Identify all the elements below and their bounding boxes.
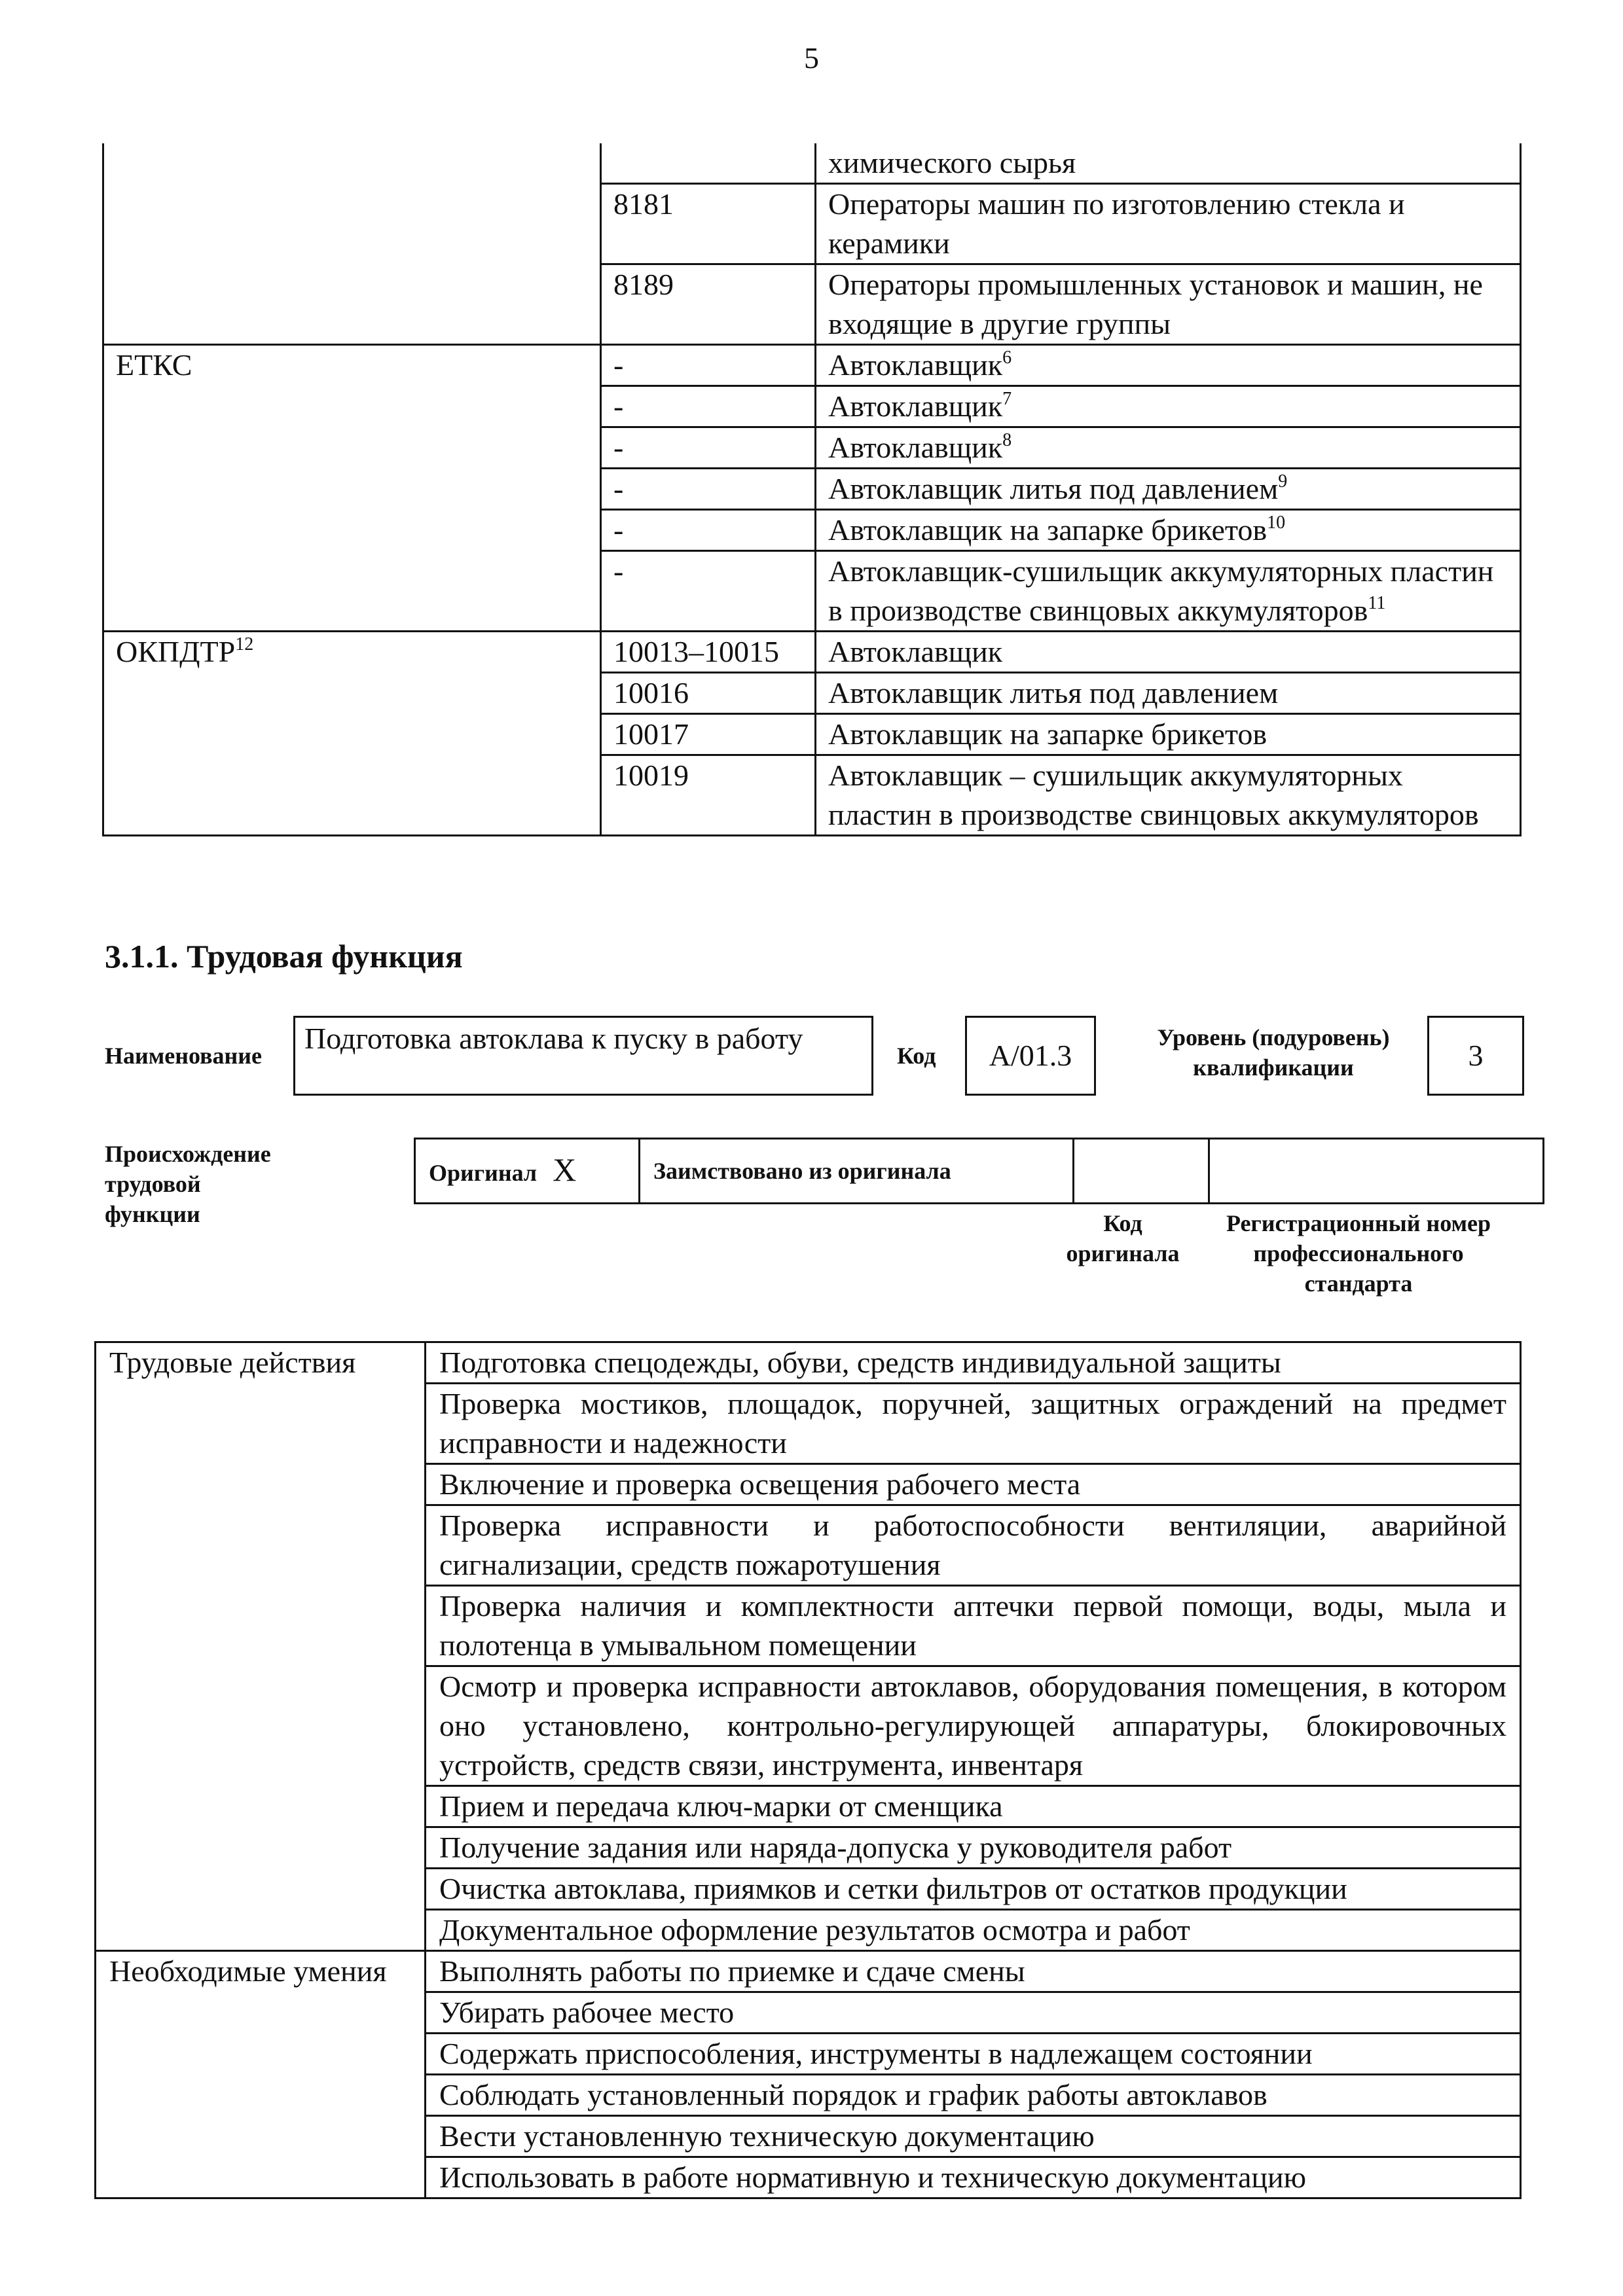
code-value: 10016 <box>613 676 689 709</box>
footnote-ref: 12 <box>235 634 254 655</box>
title-value: Автоклавщик <box>828 431 1003 464</box>
title-cell <box>816 143 1521 184</box>
code-value: 8181 <box>613 187 674 221</box>
requirement-row <box>96 1342 1521 1384</box>
level-field: 3 <box>1427 1016 1524 1096</box>
requirement-item: Содержать приспособления, инструменты в надлежащем состоянии <box>426 2034 1521 2075</box>
requirement-item: Проверка исправности и работоспособности вентиляции, аварийной сигнализации, средств пожаротушения <box>426 1505 1521 1586</box>
title-cell <box>816 469 1521 510</box>
requirement-item: Подготовка спецодежды, обуви, средств индивидуальной защиты <box>426 1342 1521 1384</box>
title-value: Автоклавщик-сушильщик аккумуляторных пластин в производстве свинцовых аккумуляторов <box>828 554 1494 627</box>
footnote-ref: 10 <box>1267 512 1286 533</box>
requirement-item: Использовать в работе нормативную и техническую документацию <box>426 2157 1521 2198</box>
title-value: химического сырья <box>828 146 1076 179</box>
code-cell <box>601 427 816 469</box>
title-cell <box>816 386 1521 427</box>
footnote-ref: 8 <box>1002 430 1012 450</box>
name-label: Наименование <box>105 1043 262 1069</box>
footnote-ref: 9 <box>1278 471 1288 492</box>
title-value: Автоклавщик литья под давлением <box>828 472 1279 505</box>
actions-label: Трудовые действия <box>96 1342 426 1951</box>
code-cell <box>601 386 816 427</box>
requirement-item: Проверка наличия и комплектности аптечки первой помощи, воды, мыла и полотенца в умывальном помещении <box>426 1586 1521 1666</box>
original-cell <box>415 1139 640 1204</box>
classification-row <box>103 143 1521 184</box>
reg-number-cell <box>1209 1139 1544 1204</box>
title-cell <box>816 345 1521 386</box>
origin-table <box>414 1138 1544 1204</box>
title-cell <box>816 714 1521 755</box>
group-name: ОКПДТР <box>116 635 236 668</box>
title-value: Автоклавщик <box>828 348 1003 382</box>
skills-label: Необходимые умения <box>96 1951 426 2198</box>
title-value: Автоклавщик на запарке брикетов <box>828 717 1267 751</box>
code-cell <box>601 345 816 386</box>
classification-table <box>102 143 1522 836</box>
section-heading: 3.1.1. Трудовая функция <box>105 938 463 975</box>
code-value: - <box>613 348 624 382</box>
requirement-item: Проверка мостиков, площадок, поручней, защитных ограждений на предмет исправности и надежности <box>426 1384 1521 1464</box>
requirement-item: Осмотр и проверка исправности автоклавов, оборудования помещения, в котором оно установлено, контрольно-регулирующей аппаратуры, блокировочных устройств, средств связи, инструмента, инвентаря <box>426 1666 1521 1786</box>
classification-row <box>103 632 1521 673</box>
group-cell <box>103 143 601 345</box>
origin-label: Происхождение трудовой функции <box>105 1141 271 1227</box>
title-value: Операторы машин по изготовлению стекла и керамики <box>828 187 1405 260</box>
requirement-row <box>96 1951 1521 1992</box>
group-cell <box>103 632 601 836</box>
code-cell <box>601 184 816 264</box>
code-value: 10017 <box>613 717 689 751</box>
requirement-item: Прием и передача ключ-марки от сменщика <box>426 1786 1521 1827</box>
footnote-ref: 7 <box>1002 389 1012 409</box>
code-cell <box>601 143 816 184</box>
requirement-item: Выполнять работы по приемке и сдаче смены <box>426 1951 1521 1992</box>
classification-row <box>103 345 1521 386</box>
code-value: - <box>613 431 624 464</box>
title-value: Автоклавщик литья под давлением <box>828 676 1279 709</box>
title-value: Операторы промышленных установок и машин, не входящие в другие группы <box>828 268 1483 340</box>
title-value: Автоклавщик – сушильщик аккумуляторных пластин в производстве свинцовых аккумуляторов <box>828 759 1479 831</box>
code-cell <box>601 510 816 551</box>
title-cell <box>816 427 1521 469</box>
requirement-item: Вести установленную техническую документацию <box>426 2116 1521 2157</box>
group-cell <box>103 345 601 632</box>
function-code-field: А/01.3 <box>965 1016 1096 1096</box>
code-cell <box>601 714 816 755</box>
title-cell <box>816 510 1521 551</box>
title-value: Автоклавщик на запарке брикетов <box>828 513 1267 547</box>
requirements-table <box>94 1341 1522 2199</box>
requirement-item: Документальное оформление результатов осмотра и работ <box>426 1910 1521 1951</box>
code-value: 8189 <box>613 268 674 301</box>
title-cell <box>816 673 1521 714</box>
code-value: - <box>613 389 624 423</box>
group-name: ЕТКС <box>116 348 192 382</box>
original-mark: X <box>553 1151 577 1188</box>
title-cell <box>816 184 1521 264</box>
code-value: 10019 <box>613 759 689 792</box>
original-code-cell <box>1074 1139 1209 1204</box>
page-number: 5 <box>804 41 819 75</box>
code-cell <box>601 673 816 714</box>
function-name-field: Подготовка автоклава к пуску в работу <box>293 1016 873 1096</box>
title-value: Автоклавщик <box>828 635 1003 668</box>
title-cell <box>816 264 1521 345</box>
title-value: Автоклавщик <box>828 389 1003 423</box>
code-cell <box>601 469 816 510</box>
code-original-caption: Код оригинала <box>1066 1210 1180 1266</box>
reg-number-caption: Регистрационный номер профессионального стандарта <box>1226 1210 1491 1297</box>
borrowed-cell: Заимствовано из оригинала <box>640 1139 1074 1204</box>
code-cell <box>601 264 816 345</box>
code-cell <box>601 632 816 673</box>
code-value: - <box>613 513 624 547</box>
code-value: - <box>613 554 624 588</box>
requirement-item: Получение задания или наряда-допуска у руководителя работ <box>426 1827 1521 1869</box>
code-label: Код <box>897 1043 936 1069</box>
level-label: Уровень (подуровень) квалификации <box>1157 1024 1390 1081</box>
code-cell <box>601 551 816 632</box>
title-cell <box>816 551 1521 632</box>
code-cell <box>601 755 816 836</box>
code-value: 10013–10015 <box>613 635 779 668</box>
footnote-ref: 11 <box>1368 593 1386 613</box>
footnote-ref: 6 <box>1002 348 1012 368</box>
original-label: Оригинал <box>429 1159 538 1186</box>
title-cell <box>816 755 1521 836</box>
requirement-item: Включение и проверка освещения рабочего места <box>426 1464 1521 1505</box>
title-cell <box>816 632 1521 673</box>
requirement-item: Очистка автоклава, приямков и сетки фильтров от остатков продукции <box>426 1869 1521 1910</box>
code-value: - <box>613 472 624 505</box>
requirement-item: Соблюдать установленный порядок и график работы автоклавов <box>426 2075 1521 2116</box>
requirement-item: Убирать рабочее место <box>426 1992 1521 2034</box>
